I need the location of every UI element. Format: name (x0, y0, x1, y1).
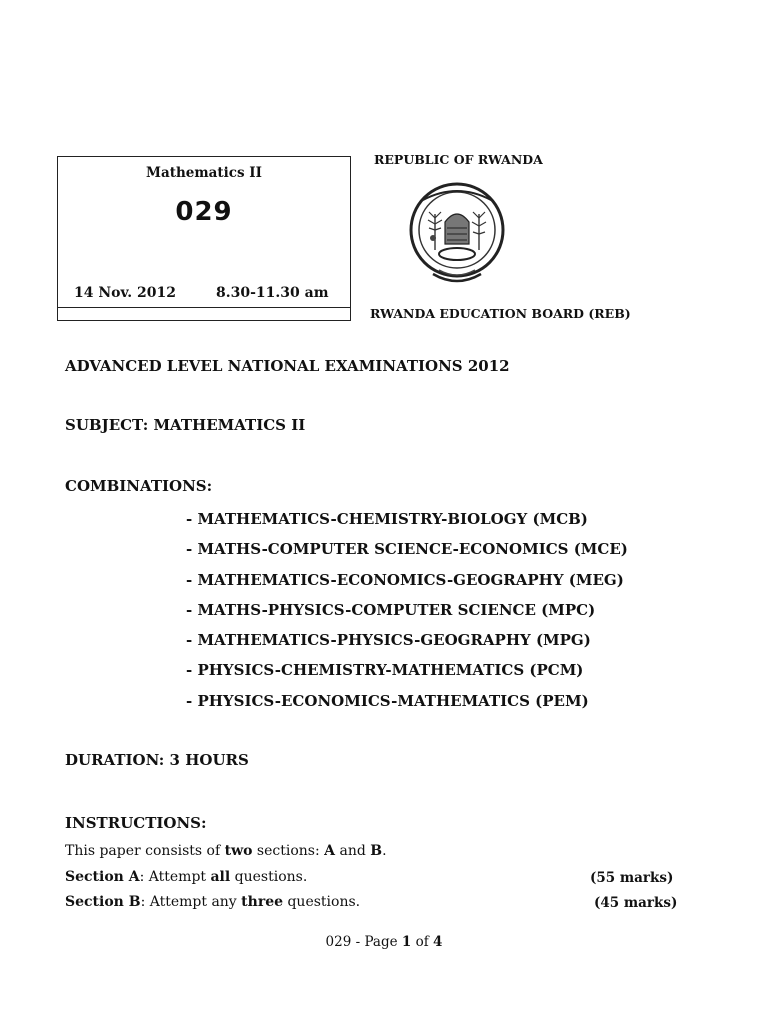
combination-item: - MATHS-COMPUTER SCIENCE-ECONOMICS (MCE) (186, 540, 628, 559)
combination-item: - MATHEMATICS-ECONOMICS-GEOGRAPHY (MEG) (186, 570, 624, 589)
instruction-section-a (65, 869, 307, 885)
instruction-sections (65, 843, 387, 859)
instructions-heading: INSTRUCTIONS: (65, 814, 207, 832)
instruction-emphasis: three (241, 894, 284, 910)
box-divider (58, 307, 350, 308)
footer-text: of (411, 934, 434, 950)
combinations-list (186, 508, 628, 720)
exam-date: 14 Nov. 2012 (74, 285, 176, 301)
section-a-marks: (55 marks) (590, 870, 674, 886)
instruction-text: and (335, 843, 371, 859)
instruction-text: questions. (230, 869, 308, 885)
box-subject: Mathematics II (146, 165, 262, 181)
instruction-section-b (65, 894, 360, 910)
exam-title: ADVANCED LEVEL NATIONAL EXAMINATIONS 2012 (65, 357, 510, 375)
instruction-emphasis: all (210, 869, 231, 885)
instruction-text: sections: (252, 843, 325, 859)
section-label: Section B (65, 894, 141, 910)
rwanda-coat-of-arms-icon (399, 178, 515, 290)
combination-item: - MATHEMATICS-PHYSICS-GEOGRAPHY (MPG) (186, 631, 591, 650)
paper-code: 029 (175, 197, 233, 227)
instruction-text: : Attempt (139, 869, 211, 885)
board-heading: RWANDA EDUCATION BOARD (REB) (370, 306, 631, 321)
combinations-heading: COMBINATIONS: (65, 477, 213, 495)
instruction-text: questions. (283, 894, 361, 910)
combination-item: - PHYSICS-CHEMISTRY-MATHEMATICS (PCM) (186, 661, 584, 680)
section-label: Section A (65, 869, 140, 885)
section-b-marks: (45 marks) (594, 895, 678, 911)
instruction-emphasis: two (224, 843, 253, 859)
page-total: 4 (433, 934, 443, 950)
page-number: 1 (401, 934, 412, 950)
instruction-emphasis: A (324, 843, 336, 859)
footer-text: 029 - Page (325, 934, 402, 950)
exam-info-box (57, 156, 351, 321)
page-footer (0, 934, 768, 950)
combination-item: - MATHEMATICS-CHEMISTRY-BIOLOGY (MCB) (186, 510, 588, 528)
republic-heading: REPUBLIC OF RWANDA (374, 152, 543, 167)
subject-line: SUBJECT: MATHEMATICS II (65, 416, 306, 434)
duration-line: DURATION: 3 HOURS (65, 751, 249, 769)
instruction-text: : Attempt any (140, 894, 242, 910)
instruction-text: . (382, 843, 387, 859)
instruction-text: This paper consists of (65, 843, 225, 859)
combination-item: - MATHS-PHYSICS-COMPUTER SCIENCE (MPC) (186, 600, 596, 619)
instruction-emphasis: B (370, 843, 383, 859)
combination-item: - PHYSICS-ECONOMICS-MATHEMATICS (PEM) (186, 691, 589, 710)
exam-time: 8.30-11.30 am (216, 285, 329, 301)
